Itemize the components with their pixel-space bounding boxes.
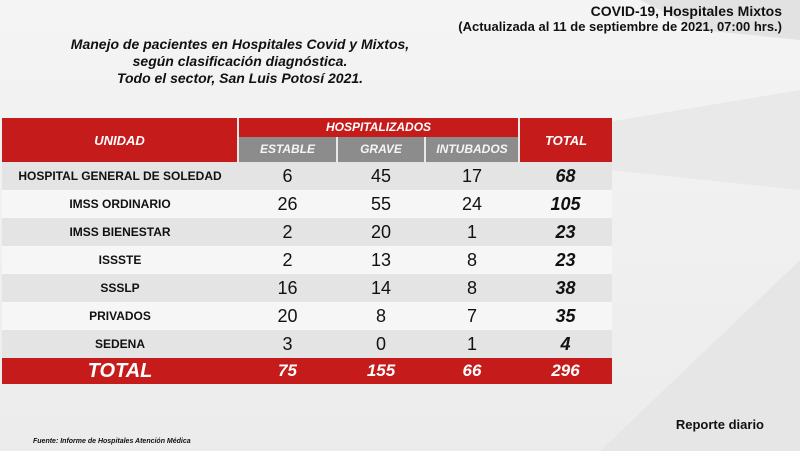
col-header-total: TOTAL: [519, 118, 612, 162]
table-description: [55, 36, 425, 87]
row-intubados: 1: [425, 218, 519, 246]
row-unit: SSSLP: [2, 274, 238, 302]
row-grave: 0: [337, 330, 425, 358]
table-row: [2, 274, 612, 302]
header: [458, 3, 782, 35]
row-grave: 14: [337, 274, 425, 302]
table-row: [2, 330, 612, 358]
row-unit: IMSS BIENESTAR: [2, 218, 238, 246]
row-total: 68: [519, 162, 612, 190]
totals-estable: 75: [238, 358, 337, 384]
row-intubados: 8: [425, 246, 519, 274]
row-estable: 20: [238, 302, 337, 330]
subtitle-line-2: según clasificación diagnóstica.: [132, 53, 348, 69]
totals-grave: 155: [337, 358, 425, 384]
subtitle-line-1: Manejo de pacientes en Hospitales Covid y Mixtos,: [70, 36, 410, 52]
row-unit: HOSPITAL GENERAL DE SOLEDAD: [2, 162, 238, 190]
row-total: 105: [519, 190, 612, 218]
totals-label: TOTAL: [2, 358, 238, 384]
row-total: 35: [519, 302, 612, 330]
totals-total: 296: [519, 358, 612, 384]
row-total: 23: [519, 218, 612, 246]
row-estable: 2: [238, 246, 337, 274]
row-total: 23: [519, 246, 612, 274]
table-row: [2, 190, 612, 218]
col-header-intubados: INTUBADOS: [425, 137, 519, 162]
row-grave: 8: [337, 302, 425, 330]
row-intubados: 1: [425, 330, 519, 358]
report-label: Reporte diario: [675, 417, 764, 432]
source-note: Fuente: Informe de Hospitales Atención Médica: [33, 438, 191, 445]
row-grave: 13: [337, 246, 425, 274]
col-header-grave: GRAVE: [337, 137, 425, 162]
row-grave: 20: [337, 218, 425, 246]
col-header-estable: ESTABLE: [238, 137, 337, 162]
row-grave: 45: [337, 162, 425, 190]
subtitle-line-3: Todo el sector, San Luis Potosí 2021.: [116, 70, 364, 86]
row-intubados: 7: [425, 302, 519, 330]
row-total: 4: [519, 330, 612, 358]
row-intubados: 17: [425, 162, 519, 190]
table-row: [2, 246, 612, 274]
table-row: [2, 218, 612, 246]
row-estable: 26: [238, 190, 337, 218]
row-grave: 55: [337, 190, 425, 218]
row-intubados: 8: [425, 274, 519, 302]
row-unit: IMSS ORDINARIO: [2, 190, 238, 218]
row-total: 38: [519, 274, 612, 302]
col-header-hospitalizados: HOSPITALIZADOS: [238, 118, 519, 137]
table-row: [2, 302, 612, 330]
row-estable: 2: [238, 218, 337, 246]
row-unit: SEDENA: [2, 330, 238, 358]
page-title: COVID-19, Hospitales Mixtos: [590, 3, 782, 19]
row-unit: PRIVADOS: [2, 302, 238, 330]
totals-intubados: 66: [425, 358, 519, 384]
row-intubados: 24: [425, 190, 519, 218]
totals-row: [2, 358, 612, 384]
row-estable: 3: [238, 330, 337, 358]
table-row: [2, 162, 612, 190]
update-timestamp: (Actualizada al 11 de septiembre de 2021, 07:00 hrs.): [458, 19, 782, 34]
row-estable: 16: [238, 274, 337, 302]
col-header-unit: UNIDAD: [2, 118, 238, 162]
row-estable: 6: [238, 162, 337, 190]
row-unit: ISSSTE: [2, 246, 238, 274]
hospital-table: [2, 118, 612, 384]
